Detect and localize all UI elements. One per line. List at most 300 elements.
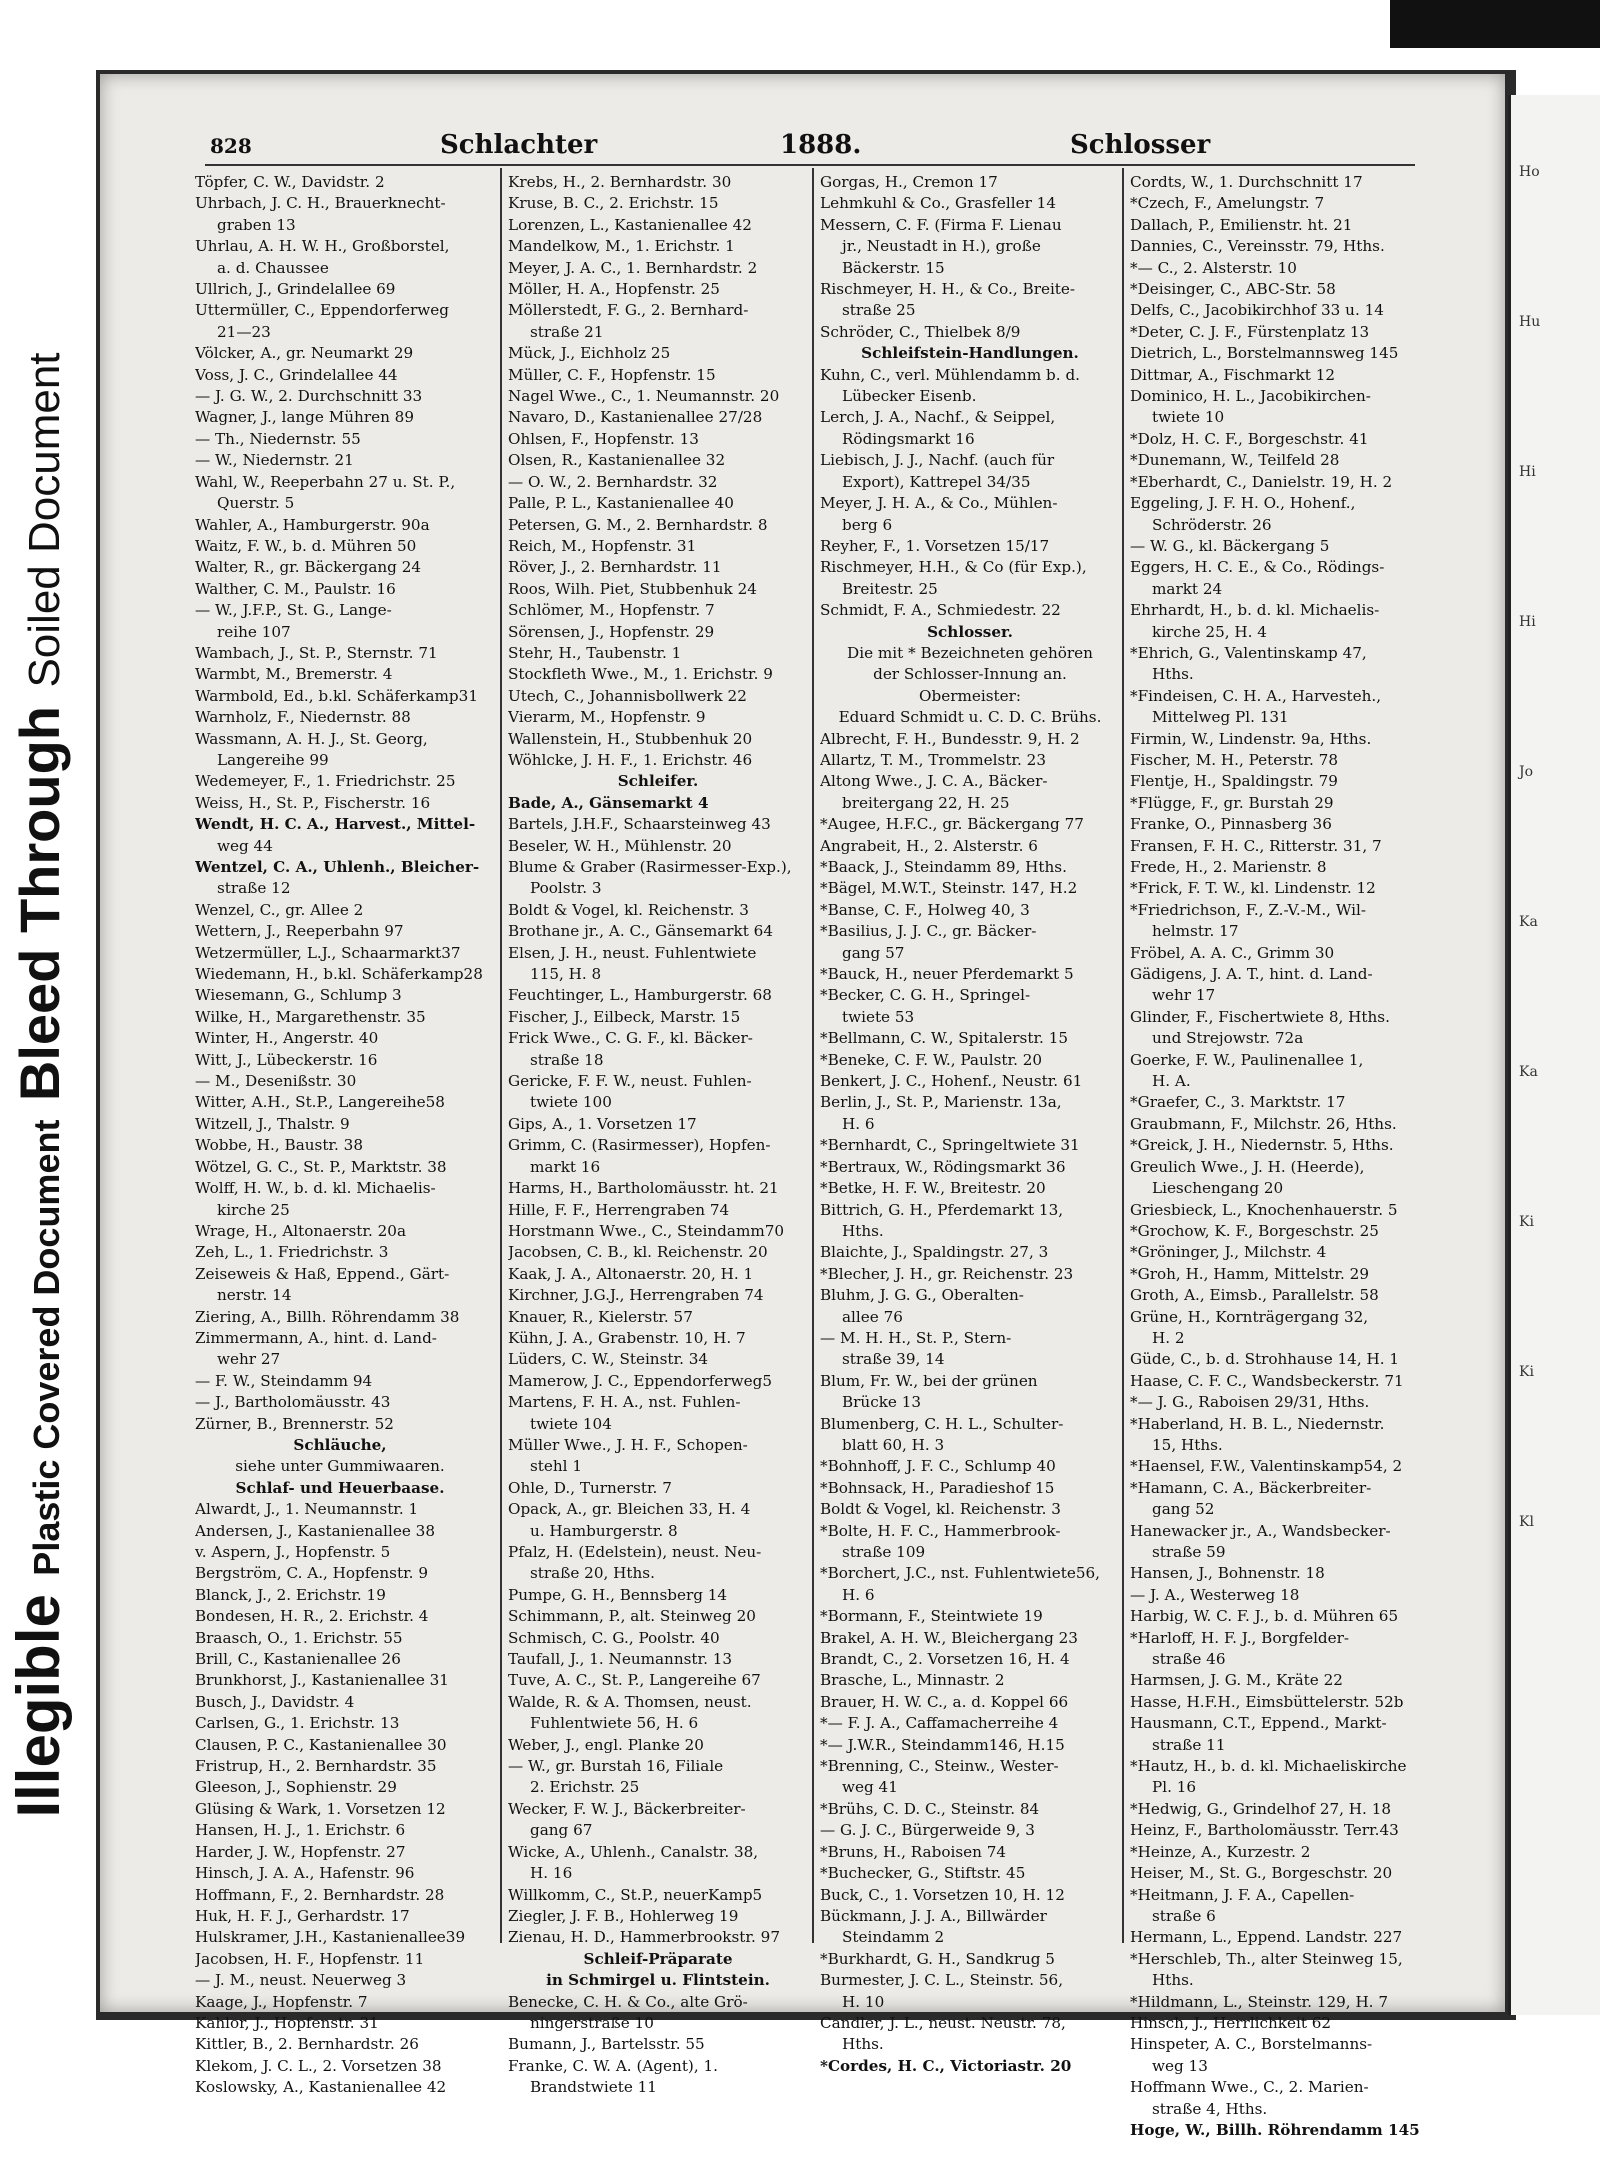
directory-entry: Martens, F. H. A., nst. Fuhlen- [508,1393,741,1412]
directory-entry: Bluhm, J. G. G., Oberalten- [820,1286,1024,1305]
directory-entry: Pumpe, G. H., Bennsberg 14 [508,1585,728,1604]
directory-entry: Angrabeit, H., 2. Alsterstr. 6 [820,836,1038,855]
directory-entry: *Bruns, H., Raboisen 74 [820,1842,1007,1861]
directory-entry: twiete 10 [1152,408,1225,427]
directory-entry: Zimmermann, A., hint. d. Land- [195,1328,437,1347]
directory-entry: Petersen, G. M., 2. Bernhardstr. 8 [508,515,768,534]
directory-entry: Eggers, H. C. E., & Co., Rödings- [1130,558,1385,577]
directory-entry: Lieschengang 20 [1152,1179,1284,1198]
directory-entry: Wahler, A., Hamburgerstr. 90a [195,515,430,534]
directory-entry: *Deisinger, C., ABC-Str. 58 [1130,280,1336,299]
section-note: Eduard Schmidt u. C. D. C. Brühs. [838,708,1102,727]
adjacent-page-fragment: Ka [1519,914,1538,930]
column-4 [1130,172,1430,2141]
directory-entry: — J. M., neust. Neuerweg 3 [195,1971,407,1990]
directory-entry: Brandt, C., 2. Vorsetzen 16, H. 4 [820,1650,1070,1669]
directory-entry: Lorenzen, L., Kastanienallee 42 [508,215,752,234]
directory-entry: Cordts, W., 1. Durchschnitt 17 [1130,173,1363,191]
directory-entry: Mück, J., Eichholz 25 [508,344,671,363]
adjacent-page-fragment: Ki [1519,1364,1534,1380]
directory-entry: Glinder, F., Fischertwiete 8, Hths. [1130,1007,1390,1026]
directory-entry: Altong Wwe., J. C. A., Bäcker- [820,772,1048,791]
directory-entry: *Deter, C. J. F., Fürstenplatz 13 [1130,322,1370,341]
directory-entry: 15, Hths. [1152,1435,1223,1454]
directory-entry: Pfalz, H. (Edelstein), neust. Neu- [508,1543,762,1561]
directory-entry: *Cordes, H. C., Victoriastr. 20 [820,2056,1072,2075]
directory-entry: *Czech, F., Amelungstr. 7 [1130,194,1325,213]
directory-entry: *Basilius, J. J. C., gr. Bäcker- [820,922,1037,941]
directory-entry: und Strejowstr. 72a [1152,1029,1304,1048]
section-heading: Schleifer. [617,772,699,791]
page-number: 828 [210,134,252,158]
directory-entry: Lehmkuhl & Co., Grasfeller 14 [820,194,1056,213]
directory-entry: Vierarm, M., Hopfenstr. 9 [508,708,706,727]
directory-entry: Blaichte, J., Spaldingstr. 27, 3 [820,1243,1049,1262]
adjacent-page-edge [1508,95,1600,2015]
directory-entry: *— J.W.R., Steindamm146, H.15 [820,1735,1065,1754]
directory-entry: Hoffmann, F., 2. Bernhardstr. 28 [195,1885,445,1904]
directory-entry: Andersen, J., Kastanienallee 38 [195,1521,435,1540]
directory-entry: H. 2 [1152,1328,1185,1347]
directory-entry: Witzell, J., Thalstr. 9 [195,1114,350,1133]
directory-entry: Hanewacker jr., A., Wandsbecker- [1130,1521,1391,1540]
directory-entry: Hoffmann Wwe., C., 2. Marien- [1130,2078,1369,2097]
directory-entry: Hausmann, C.T., Eppend., Markt- [1130,1714,1387,1733]
directory-entry: Schröderstr. 26 [1152,515,1272,534]
section-heading: Schlosser. [927,622,1013,641]
directory-entry: Witt, J., Lübeckerstr. 16 [195,1050,378,1069]
directory-entry: kirche 25 [217,1200,290,1219]
directory-entry: *— F. J. A., Caffamacherreihe 4 [820,1714,1059,1733]
directory-entry: Kaage, J., Hopfenstr. 7 [195,1992,368,2011]
directory-entry: — F. W., Steindamm 94 [195,1371,373,1390]
directory-entry: Mittelweg Pl. 131 [1152,708,1289,727]
directory-entry: *Bohnhoff, J. F. C., Schlump 40 [820,1457,1056,1476]
directory-entry: Firmin, W., Lindenstr. 9a, Hths. [1130,729,1372,748]
directory-entry: Wagner, J., lange Mühren 89 [195,408,414,427]
directory-entry: *Greick, J. H., Niedernstr. 5, Hths. [1130,1136,1394,1155]
directory-entry: Koslowsky, A., Kastanienallee 42 [195,2078,447,2097]
directory-entry: Kruse, B. C., 2. Erichstr. 15 [508,194,719,213]
directory-entry: Export), Kattrepel 34/35 [842,472,1031,491]
banner-plastic: Plastic Covered Document [26,1119,67,1576]
directory-entry: 21—23 [217,322,271,341]
scan-annotation-banner [0,0,88,2177]
directory-entry: Walter, R., gr. Bäckergang 24 [195,558,422,577]
directory-entry: Buck, C., 1. Vorsetzen 10, H. 12 [820,1885,1065,1904]
directory-entry: Hansen, H. J., 1. Erichstr. 6 [195,1821,406,1840]
adjacent-page-fragment: Hi [1519,614,1536,630]
directory-entry: Wallenstein, H., Stubbenhuk 20 [508,729,753,748]
directory-entry: Brandstwiete 11 [530,2078,657,2097]
directory-entry: *Bägel, M.W.T., Steinstr. 147, H.2 [820,879,1078,898]
directory-entry: Zeiseweis & Haß, Eppend., Gärt- [195,1264,450,1283]
directory-entry: markt 16 [530,1157,601,1176]
directory-entry: Weber, J., engl. Planke 20 [508,1735,704,1754]
directory-entry: nerstr. 14 [217,1286,292,1305]
directory-entry: — W., Niedernstr. 21 [195,451,354,470]
directory-entry: Alwardt, J., 1. Neumannstr. 1 [195,1500,419,1519]
directory-entry: *Herschleb, Th., alter Steinweg 15, [1130,1949,1403,1968]
directory-entry: Kittler, B., 2. Bernhardstr. 26 [195,2035,419,2054]
directory-entry: *Borchert, J.C., nst. Fuhlentwiete56, [820,1564,1101,1583]
directory-entry: Grüne, H., Kornträgergang 32, [1130,1307,1369,1326]
directory-entry: Winter, H., Angerstr. 40 [195,1029,379,1048]
directory-entry: Huk, H. F. J., Gerhardstr. 17 [195,1906,410,1925]
directory-entry: *Bernhardt, C., Springeltwiete 31 [820,1136,1080,1155]
directory-entry: Wiesemann, G., Schlump 3 [195,986,402,1005]
adjacent-page-fragment: Jo [1519,764,1534,780]
directory-entry: *Bauck, H., neuer Pferdemarkt 5 [820,965,1074,984]
directory-entry: Wilke, H., Margarethenstr. 35 [195,1007,426,1026]
directory-entry: Steindamm 2 [842,1928,945,1947]
column-1 [195,172,485,2099]
directory-entry: Sörensen, J., Hopfenstr. 29 [508,622,715,641]
directory-entry: Bondesen, H. R., 2. Erichstr. 4 [195,1607,429,1626]
directory-entry: Schimmann, P., alt. Steinweg 20 [508,1607,756,1626]
directory-entry: Wambach, J., St. P., Sternstr. 71 [195,643,438,662]
directory-entry: Hinspeter, A. C., Borstelmanns- [1130,2035,1373,2054]
directory-entry: — G. J. C., Bürgerweide 9, 3 [820,1821,1035,1840]
directory-entry: Zienau, H. D., Hammerbrookstr. 97 [508,1928,780,1947]
directory-entry: Warmbt, M., Bremerstr. 4 [195,665,393,684]
directory-entry: helmstr. 17 [1152,922,1239,941]
directory-entry: Utech, C., Johannisbollwerk 22 [508,686,747,705]
directory-entry: *Bolte, H. F. C., Hammerbrook- [820,1521,1061,1540]
directory-entry: Wöhlcke, J. H. F., 1. Erichstr. 46 [508,750,753,769]
column-rule [1122,168,1124,1943]
directory-entry: Bergström, C. A., Hopfenstr. 9 [195,1564,428,1583]
directory-entry: reihe 107 [217,622,291,641]
directory-entry: straße 46 [1152,1650,1226,1669]
directory-entry: kirche 25, H. 4 [1152,622,1267,641]
directory-entry: straße 21 [530,322,604,341]
directory-entry: *Eberhardt, C., Danielstr. 19, H. 2 [1130,472,1393,491]
directory-entry: *Bohnsack, H., Paradieshof 15 [820,1478,1055,1497]
directory-entry: Burmester, J. C. L., Steinstr. 56, [820,1971,1064,1990]
directory-entry: Ehrhardt, H., b. d. kl. Michaelis- [1130,601,1380,620]
directory-entry: Wassmann, A. H. J., St. Georg, [195,729,428,748]
directory-entry: Carlsen, G., 1. Erichstr. 13 [195,1714,400,1733]
banner-soiled: Soiled Document [20,352,69,688]
directory-entry: *Hildmann, L., Steinstr. 129, H. 7 [1130,1992,1389,2011]
directory-entry: Gädigens, J. A. T., hint. d. Land- [1130,965,1373,984]
column-3 [820,172,1120,2077]
directory-entry: Töpfer, C. W., Davidstr. 2 [195,173,385,191]
directory-entry: Brill, C., Kastanienallee 26 [195,1650,401,1669]
directory-entry: Weiss, H., St. P., Fischerstr. 16 [195,793,431,812]
directory-entry: Reyher, F., 1. Vorsetzen 15/17 [820,536,1050,555]
directory-entry: Rödingsmarkt 16 [842,429,975,448]
directory-entry: Harbig, W. C. F. J., b. d. Mühren 65 [1130,1607,1399,1626]
directory-entry: *Graefer, C., 3. Marktstr. 17 [1130,1093,1346,1112]
directory-entry: *Gröninger, J., Milchstr. 4 [1130,1243,1327,1262]
directory-entry: Schmidt, F. A., Schmiedestr. 22 [820,601,1061,620]
directory-entry: Wenzel, C., gr. Allee 2 [195,900,364,919]
column-rule [500,168,502,1943]
directory-entry: Hoge, W., Billh. Röhrendamm 145 [1130,2120,1420,2139]
directory-entry: weg 13 [1152,2056,1208,2075]
directory-entry: Taufall, J., 1. Neumannstr. 13 [508,1650,733,1669]
directory-entry: Wiedemann, H., b.kl. Schäferkamp28 [195,965,483,984]
directory-entry: *Haberland, H. B. L., Niedernstr. [1130,1414,1385,1433]
directory-entry: Bumann, J., Bartelsstr. 55 [508,2035,705,2054]
directory-entry: Hille, F. F., Herrengraben 74 [508,1200,730,1219]
directory-entry: Zeh, L., 1. Friedrichstr. 3 [195,1243,389,1262]
directory-entry: *Augee, H.F.C., gr. Bäckergang 77 [820,815,1084,834]
directory-entry: — W. G., kl. Bäckergang 5 [1130,536,1330,555]
directory-entry: twiete 53 [842,1007,915,1026]
directory-entry: Klekom, J. C. L., 2. Vorsetzen 38 [195,2056,442,2075]
directory-entry: Jacobsen, H. F., Hopfenstr. 11 [195,1949,425,1968]
directory-entry: Hasse, H.F.H., Eimsbüttelerstr. 52b [1130,1692,1404,1711]
directory-entry: Albrecht, F. H., Bundesstr. 9, H. 2 [820,729,1080,748]
directory-entry: Wentzel, C. A., Uhlenh., Bleicher- [195,858,480,876]
adjacent-page-fragment: Ki [1519,1214,1534,1230]
directory-entry: Fischer, M. H., Peterstr. 78 [1130,750,1338,769]
directory-entry: Harmsen, J. G. M., Kräte 22 [1130,1671,1343,1690]
directory-entry: *Heitmann, J. F. A., Capellen- [1130,1885,1355,1904]
directory-entry: graben 13 [217,215,296,234]
directory-entry: blatt 60, H. 3 [842,1435,945,1454]
directory-entry: — W., J.F.P., St. G., Lange- [195,601,392,620]
directory-entry: Horstmann Wwe., C., Steindamm70 [508,1221,785,1240]
directory-entry: gang 57 [842,943,905,962]
directory-entry: straße 18 [530,1050,604,1069]
directory-entry: Beseler, W. H., Mühlenstr. 20 [508,836,732,855]
directory-entry: wehr 27 [217,1350,281,1369]
directory-entry: Hths. [1152,665,1194,684]
section-heading: in Schmirgel u. Flintstein. [546,1971,770,1990]
directory-entry: Lübecker Eisenb. [842,387,977,406]
directory-entry: Schmisch, C. G., Poolstr. 40 [508,1628,720,1647]
directory-entry: *Betke, H. F. W., Breitestr. 20 [820,1179,1046,1198]
directory-entry: — J., Bartholomäusstr. 43 [195,1393,391,1412]
directory-entry: Hansen, J., Bohnenstr. 18 [1130,1564,1325,1583]
directory-entry: Pl. 16 [1152,1778,1197,1797]
directory-entry: Heiser, M., St. G., Borgeschstr. 20 [1130,1864,1393,1883]
directory-entry: Dannies, C., Vereinsstr. 79, Hths. [1130,237,1385,256]
directory-entry: Rischmeyer, H. H., & Co., Breite- [820,280,1076,299]
banner-illegible: Illegible [5,1594,72,1818]
directory-entry: Wicke, A., Uhlenh., Canalstr. 38, [508,1842,759,1861]
directory-entry: Frede, H., 2. Marienstr. 8 [1130,858,1327,876]
directory-entry: Lüders, C. W., Steinstr. 34 [508,1350,709,1369]
directory-entry: berg 6 [842,515,893,534]
directory-entry: Gips, A., 1. Vorsetzen 17 [508,1114,697,1133]
directory-entry: Bade, A., Gänsemarkt 4 [508,793,709,812]
directory-entry: Clausen, P. C., Kastanienallee 30 [195,1735,447,1754]
directory-entry: *Ehrich, G., Valentinskamp 47, [1130,643,1367,662]
directory-entry: Grimm, C. (Rasirmesser), Hopfen- [508,1136,771,1155]
directory-entry: Brothane jr., A. C., Gänsemarkt 64 [508,922,773,941]
directory-entry: straße 109 [842,1543,926,1561]
directory-entry: Güde, C., b. d. Strohhause 14, H. 1 [1130,1350,1400,1369]
directory-entry: Gericke, F. F. W., neust. Fuhlen- [508,1072,752,1091]
directory-entry: *Heinze, A., Kurzestr. 2 [1130,1842,1311,1861]
directory-entry: Hths. [1152,1971,1194,1990]
directory-entry: — W., gr. Burstah 16, Filiale [508,1757,724,1776]
directory-entry: Völcker, A., gr. Neumarkt 29 [195,344,414,363]
directory-entry: jr., Neustadt in H.), große [842,237,1041,256]
directory-entry: Röver, J., 2. Bernhardstr. 11 [508,558,722,577]
directory-entry: — M. H. H., St. P., Stern- [820,1328,1012,1347]
directory-entry: Möllerstedt, F. G., 2. Bernhard- [508,301,749,320]
directory-entry: Möller, H. A., Hopfenstr. 25 [508,280,720,299]
directory-entry: *— C., 2. Alsterstr. 10 [1130,258,1297,277]
directory-entry: Glüsing & Wark, 1. Vorsetzen 12 [195,1799,446,1818]
directory-entry: — J. A., Westerweg 18 [1130,1585,1300,1604]
directory-entry: Blum, Fr. W., bei der grünen [820,1371,1038,1390]
directory-entry: Walde, R. & A. Thomsen, neust. [508,1692,752,1711]
directory-entry: — J. G. W., 2. Durchschnitt 33 [195,387,423,406]
directory-entry: twiete 100 [530,1093,612,1112]
column-rule [812,168,814,1943]
directory-entry: Wrage, H., Altonaerstr. 20a [195,1221,407,1240]
directory-entry: *Buchecker, G., Stiftstr. 45 [820,1864,1026,1883]
section-heading: Schlaf- und Heuerbaase. [235,1478,445,1497]
directory-entry: Blumenberg, C. H. L., Schulter- [820,1414,1064,1433]
directory-entry: Bartels, J.H.F., Schaarsteinweg 43 [508,815,771,834]
directory-entry: Liebisch, J. J., Nachf. (auch für [820,451,1055,470]
directory-entry: Franke, O., Pinnasberg 36 [1130,815,1332,834]
directory-entry: *Friedrichson, F., Z.-V.-M., Wil- [1130,900,1367,919]
directory-entry: Wecker, F. W. J., Bäckerbreiter- [508,1799,746,1818]
directory-entry: Delfs, C., Jacobikirchhof 33 u. 14 [1130,301,1384,320]
directory-entry: Waitz, F. W., b. d. Mühren 50 [195,536,417,555]
directory-entry: 2. Erichstr. 25 [530,1778,640,1797]
directory-entry: *Dolz, H. C. F., Borgeschstr. 41 [1130,429,1369,448]
directory-entry: Olsen, R., Kastanienallee 32 [508,451,726,470]
directory-entry: Wötzel, G. C., St. P., Marktstr. 38 [195,1157,447,1176]
directory-entry: twiete 104 [530,1414,612,1433]
directory-entry: Fristrup, H., 2. Bernhardstr. 35 [195,1757,437,1776]
directory-entry: *Findeisen, C. H. A., Harvesteh., [1130,686,1382,705]
directory-entry: H. 10 [842,1992,885,2011]
directory-entry: Heinz, F., Bartholomäusstr. Terr.43 [1130,1821,1399,1840]
adjacent-page-fragment: Ka [1519,1064,1538,1080]
page-year: 1888. [780,130,862,160]
directory-entry: Roos, Wilh. Piet, Stubbenhuk 24 [508,579,757,598]
directory-entry: *Beneke, C. F. W., Paulstr. 20 [820,1050,1043,1069]
column-2 [508,172,808,2099]
section-note: Obermeister: [919,686,1021,705]
directory-entry: straße 4, Hths. [1152,2099,1268,2118]
directory-entry: Candler, J. L., neust. Neustr. 78, [820,2013,1066,2032]
directory-entry: Allartz, T. M., Trommelstr. 23 [820,750,1046,769]
directory-entry: v. Aspern, J., Hopfenstr. 5 [195,1543,391,1561]
directory-entry: straße 20, Hths. [530,1564,655,1583]
directory-entry: Brasche, L., Minnastr. 2 [820,1671,1005,1690]
directory-entry: Breitestr. 25 [842,579,938,598]
directory-entry: *Bellmann, C. W., Spitalerstr. 15 [820,1029,1069,1048]
directory-entry: Witter, A.H., St.P., Langereihe58 [195,1093,445,1112]
directory-entry: *Haensel, F.W., Valentinskamp54, 2 [1130,1457,1403,1476]
directory-entry: Fröbel, A. A. C., Grimm 30 [1130,943,1335,962]
directory-entry: Wedemeyer, F., 1. Friedrichstr. 25 [195,772,456,791]
directory-entry: straße 25 [842,301,916,320]
directory-entry: Graubmann, F., Milchstr. 26, Hths. [1130,1114,1397,1133]
directory-entry: Stehr, H., Taubenstr. 1 [508,643,682,662]
directory-entry: gang 52 [1152,1500,1215,1519]
directory-entry: Krebs, H., 2. Bernhardstr. 30 [508,173,732,191]
directory-entry: Frick Wwe., C. G. F., kl. Bäcker- [508,1029,753,1048]
directory-entry: Fischer, J., Eilbeck, Marstr. 15 [508,1007,741,1026]
directory-entry: Harder, J. W., Hopfenstr. 27 [195,1842,406,1861]
directory-entry: Harms, H., Bartholomäusstr. ht. 21 [508,1179,779,1198]
directory-entry: Opack, A., gr. Bleichen 33, H. 4 [508,1500,751,1519]
adjacent-page-fragment: Ho [1519,164,1540,180]
directory-entry: Elsen, J. H., neust. Fuhlentwiete [508,943,757,962]
directory-entry: Gleeson, J., Sophienstr. 29 [195,1778,397,1797]
directory-entry: Langereihe 99 [217,750,329,769]
directory-entry: Kirchner, J.G.J., Herrengraben 74 [508,1286,764,1305]
directory-entry: *Frick, F. T. W., kl. Lindenstr. 12 [1130,879,1376,898]
directory-entry: Hths. [842,1221,884,1240]
directory-entry: Fuhlentwiete 56, H. 6 [530,1714,699,1733]
directory-entry: Busch, J., Davidstr. 4 [195,1692,355,1711]
directory-entry: *Banse, C. F., Holweg 40, 3 [820,900,1030,919]
section-note: der Schlosser-Innung an. [873,665,1067,684]
section-note: siehe unter Gummiwaaren. [235,1457,445,1476]
directory-entry: *Becker, C. G. H., Springel- [820,986,1031,1005]
directory-entry: Bittrich, G. H., Pferdemarkt 13, [820,1200,1064,1219]
directory-entry: Dallach, P., Emilienstr. ht. 21 [1130,215,1353,234]
directory-entry: Griesbieck, L., Knochenhauerstr. 5 [1130,1200,1398,1219]
directory-entry: Hinsch, J. A. A., Hafenstr. 96 [195,1864,415,1883]
directory-entry: Warmbold, Ed., b.kl. Schäferkamp31 [195,686,478,705]
directory-entry: Bäckerstr. 15 [842,258,945,277]
directory-entry: Uttermüller, C., Eppendorferweg [195,301,449,320]
directory-entry: straße 39, 14 [842,1350,945,1369]
directory-entry: Hermann, L., Eppend. Landstr. 227 [1130,1928,1403,1947]
directory-entry: wehr 17 [1152,986,1216,1005]
directory-entry: straße 12 [217,879,291,898]
directory-entry: Schröder, C., Thielbek 8/9 [820,322,1021,341]
directory-entry: ningerstraße 10 [530,2013,654,2032]
directory-entry: Rischmeyer, H.H., & Co (für Exp.), [820,558,1087,577]
directory-entry: *Baack, J., Steindamm 89, Hths. [820,858,1067,876]
adjacent-page-fragment: Kl [1519,1514,1534,1530]
directory-entry: weg 41 [842,1778,898,1797]
page-header [210,130,1410,166]
directory-entry: H. A. [1152,1072,1191,1091]
directory-entry: — M., Desenißstr. 30 [195,1072,357,1091]
directory-entry: Dominico, H. L., Jacobikirchen- [1130,387,1371,406]
directory-entry: markt 24 [1152,579,1223,598]
section-heading: Schleif-Präparate [583,1949,733,1968]
directory-entry: Kuhn, C., verl. Mühlendamm b. d. [820,365,1080,384]
directory-entry: Berlin, J., St. P., Marienstr. 13a, [820,1093,1062,1112]
directory-entry: Wobbe, H., Baustr. 38 [195,1136,364,1155]
directory-entry: gang 67 [530,1821,593,1840]
directory-entry: Navaro, D., Kastanienallee 27/28 [508,408,763,427]
directory-entry: H. 6 [842,1585,875,1604]
directory-entry: *Bertraux, W., Rödingsmarkt 36 [820,1157,1066,1176]
directory-entry: Kaak, J. A., Altonaerstr. 20, H. 1 [508,1264,754,1283]
directory-entry: Haase, C. F. C., Wandsbeckerstr. 71 [1130,1371,1404,1390]
directory-entry: H. 16 [530,1864,573,1883]
directory-entry: 115, H. 8 [530,965,602,984]
directory-entry: Goerke, F. W., Paulinenallee 1, [1130,1050,1364,1069]
directory-entry: *Hamann, C. A., Bäckerbreiter- [1130,1478,1372,1497]
directory-entry: Brauer, H. W. C., a. d. Koppel 66 [820,1692,1069,1711]
directory-entry: Zürner, B., Brennerstr. 52 [195,1414,394,1433]
directory-entry: *Bormann, F., Steintwiete 19 [820,1607,1043,1626]
section-note: Die mit * Bezeichneten gehören [847,643,1093,662]
directory-entry: Boldt & Vogel, kl. Reichenstr. 3 [820,1500,1061,1519]
directory-entry: Knauer, R., Kielerstr. 57 [508,1307,693,1326]
